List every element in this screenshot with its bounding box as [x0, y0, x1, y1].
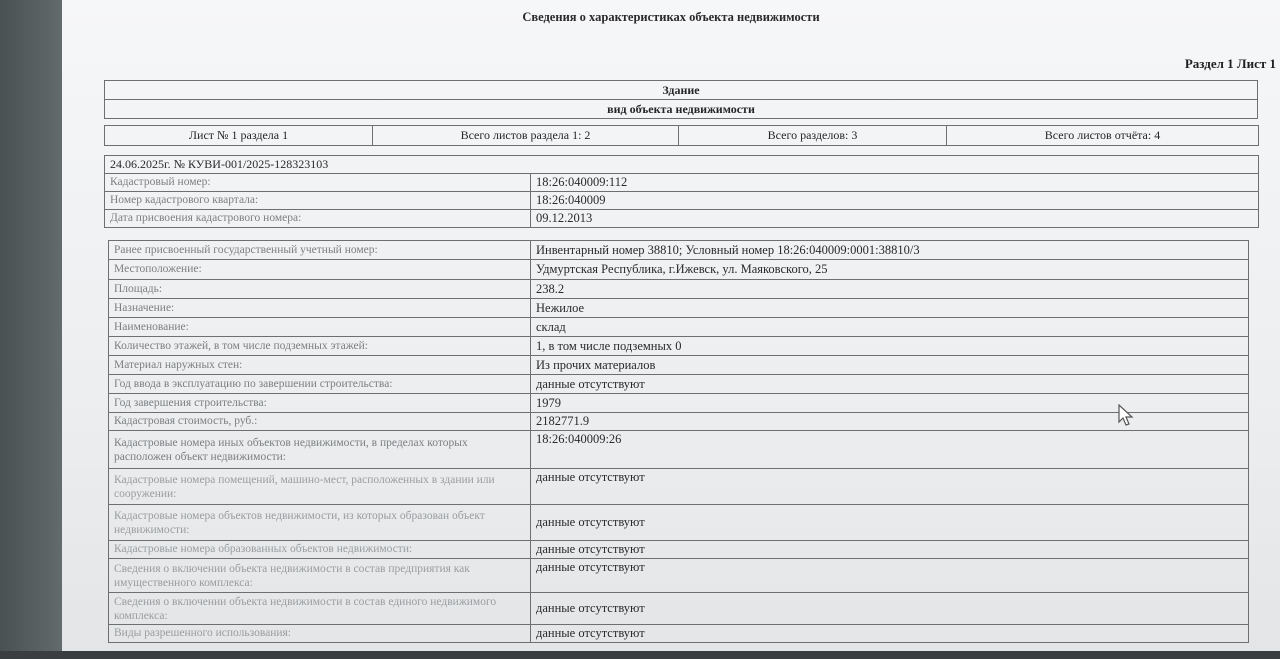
char-value: данные отсутствуют	[531, 559, 1249, 593]
char-label: Год завершения строительства:	[109, 394, 531, 413]
char-label: Ранее присвоенный государственный учетный номер:	[109, 241, 531, 260]
assignment-date: 09.12.2013	[531, 210, 1259, 228]
char-value: 1979	[531, 394, 1249, 413]
total-sheets-section: Всего листов раздела 1: 2	[373, 126, 679, 146]
info-label: Номер кадастрового квартала:	[105, 192, 531, 210]
section-sheet-label: Раздел 1 Лист 1	[1184, 56, 1276, 71]
cadastral-number: 18:26:040009:112	[531, 174, 1259, 192]
char-label: Кадастровая стоимость, руб.:	[109, 413, 531, 431]
char-value: 18:26:040009:26	[531, 431, 1249, 469]
monitor-bottom-edge	[0, 651, 1280, 659]
char-value: данные отсутствуют	[531, 593, 1249, 625]
char-label: Количество этажей, в том числе подземных этажей:	[109, 337, 531, 356]
char-label: Год ввода в эксплуатацию по завершении строительства:	[109, 375, 531, 394]
info-label: Кадастровый номер:	[105, 174, 531, 192]
object-type-caption: вид объекта недвижимости	[105, 100, 1258, 119]
char-value: 1, в том числе подземных 0	[531, 337, 1249, 356]
char-label: Сведения о включении объекта недвижимости в состав единого недвижимого комплекса:	[109, 593, 531, 625]
char-value: 2182771.9	[531, 413, 1249, 431]
char-value: данные отсутствуют	[531, 625, 1249, 643]
sheet-of-section: Лист № 1 раздела 1	[105, 126, 373, 146]
char-label: Кадастровые номера образованных объектов недвижимости:	[109, 541, 531, 559]
document-page	[62, 0, 1280, 652]
char-value: Инвентарный номер 38810; Условный номер 18:26:040009:0001:38810/3	[531, 241, 1249, 260]
char-value: склад	[531, 318, 1249, 337]
char-value: данные отсутствуют	[531, 541, 1249, 559]
char-label: Кадастровые номера помещений, машино-мест, расположенных в здании или сооружении:	[109, 469, 531, 505]
document-title: Сведения о характеристиках объекта недвижимости	[522, 10, 820, 24]
object-type: Здание	[105, 81, 1258, 100]
char-value: Нежилое	[531, 299, 1249, 318]
char-label: Наименование:	[109, 318, 531, 337]
object-type-table	[104, 80, 1258, 119]
total-sections: Всего разделов: 3	[679, 126, 947, 146]
total-sheets-report: Всего листов отчёта: 4	[947, 126, 1259, 146]
cadastral-quarter: 18:26:040009	[531, 192, 1259, 210]
characteristics-table	[108, 240, 1249, 643]
pager-table	[104, 125, 1259, 146]
info-label: Дата присвоения кадастрового номера:	[105, 210, 531, 228]
char-label: Материал наружных стен:	[109, 356, 531, 375]
char-value: Удмуртская Республика, г.Ижевск, ул. Маяковского, 25	[531, 260, 1249, 280]
char-label: Назначение:	[109, 299, 531, 318]
char-value: 238.2	[531, 280, 1249, 299]
char-label: Площадь:	[109, 280, 531, 299]
char-label: Виды разрешенного использования:	[109, 625, 531, 643]
char-label: Кадастровые номера объектов недвижимости, из которых образован объект недвижимости:	[109, 505, 531, 541]
date-number: 24.06.2025г. № КУВИ-001/2025-128323103	[105, 156, 1259, 174]
char-label: Местоположение:	[109, 260, 531, 280]
char-label: Кадастровые номера иных объектов недвижимости, в пределах которых расположен объект недвижимости:	[109, 431, 531, 469]
mouse-cursor-icon	[1118, 404, 1134, 428]
char-value: данные отсутствуют	[531, 469, 1249, 505]
char-value: данные отсутствуют	[531, 505, 1249, 541]
header-info-table	[104, 155, 1259, 228]
char-value: данные отсутствуют	[531, 375, 1249, 394]
char-label: Сведения о включении объекта недвижимости в состав предприятия как имущественного комплекса:	[109, 559, 531, 593]
char-value: Из прочих материалов	[531, 356, 1249, 375]
